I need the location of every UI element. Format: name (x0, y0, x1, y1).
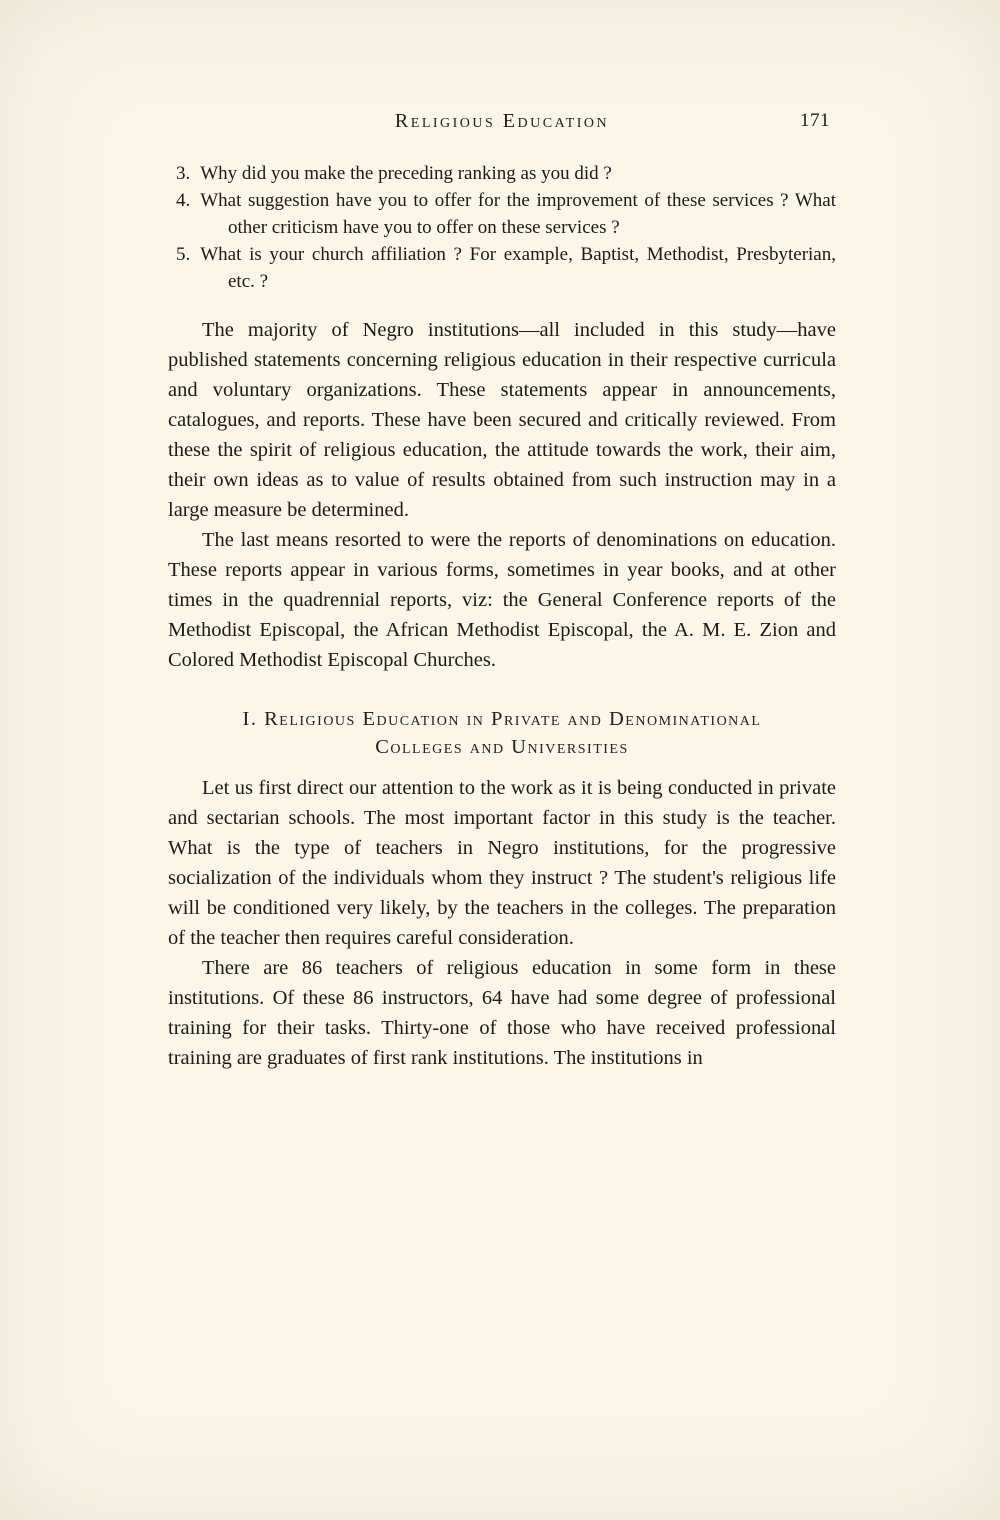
question-text: What suggestion have you to offer for the improvement of these services ? What other criticism have you to offer on these services ? (200, 190, 836, 238)
question-item (168, 160, 836, 187)
question-item (168, 241, 836, 295)
section-heading-line-2: Colleges and Universities (375, 736, 629, 758)
body-paragraph: The majority of Negro institutions—all included in this study—have published statements concerning religious education in their respective curricula and voluntary organizations. These statements appear in announcements, catalogues, and reports. These have been secured and critically reviewed. From these the spirit of religious education, the attitude towards the work, their aim, their own ideas as to value of results obtained from such instruction may in a large measure be determined. (168, 319, 836, 521)
page-number: 171 (800, 110, 830, 131)
body-paragraph: The last means resorted to were the reports of denominations on education. These reports appear in various forms, sometimes in year books, and at other times in the quadrennial reports, viz: the General Conference reports of the Methodist Episcopal, the African Methodist Episcopal, the A. M. E. Zion and Colored Methodist Episcopal Churches. (168, 529, 836, 671)
question-text: What is your church affiliation ? For example, Baptist, Methodist, Presbyterian, etc. ? (200, 244, 836, 292)
text-column (168, 110, 836, 1073)
section-heading-line-1: I. Religious Education in Private and Denominational (242, 708, 762, 730)
running-header: Religious Education (394, 110, 610, 132)
section-heading (168, 705, 836, 761)
question-text: Why did you make the preceding ranking as you did ? (200, 163, 612, 184)
question-item (168, 187, 836, 241)
body-paragraph: Let us first direct our attention to the work as it is being conducted in private and sectarian schools. The most important factor in this study is the teacher. What is the type of teachers in Negro institutions, for the progressive socialization of the individuals whom they instruct ? The student's religious life will be conditioned very likely, by the teachers in the colleges. The preparation of the teacher then requires careful consideration. (168, 777, 836, 949)
body-paragraph: There are 86 teachers of religious education in some form in these institutions. Of these 86 instructors, 64 have had some degree of professional training for their tasks. Thirty-one of those who have received professional training are graduates of first rank institutions. The institutions in (168, 957, 836, 1069)
page-header (168, 110, 836, 136)
question-list (168, 160, 836, 295)
question-number: 4. (176, 190, 191, 211)
question-number: 3. (176, 163, 191, 184)
question-number: 5. (176, 244, 191, 265)
